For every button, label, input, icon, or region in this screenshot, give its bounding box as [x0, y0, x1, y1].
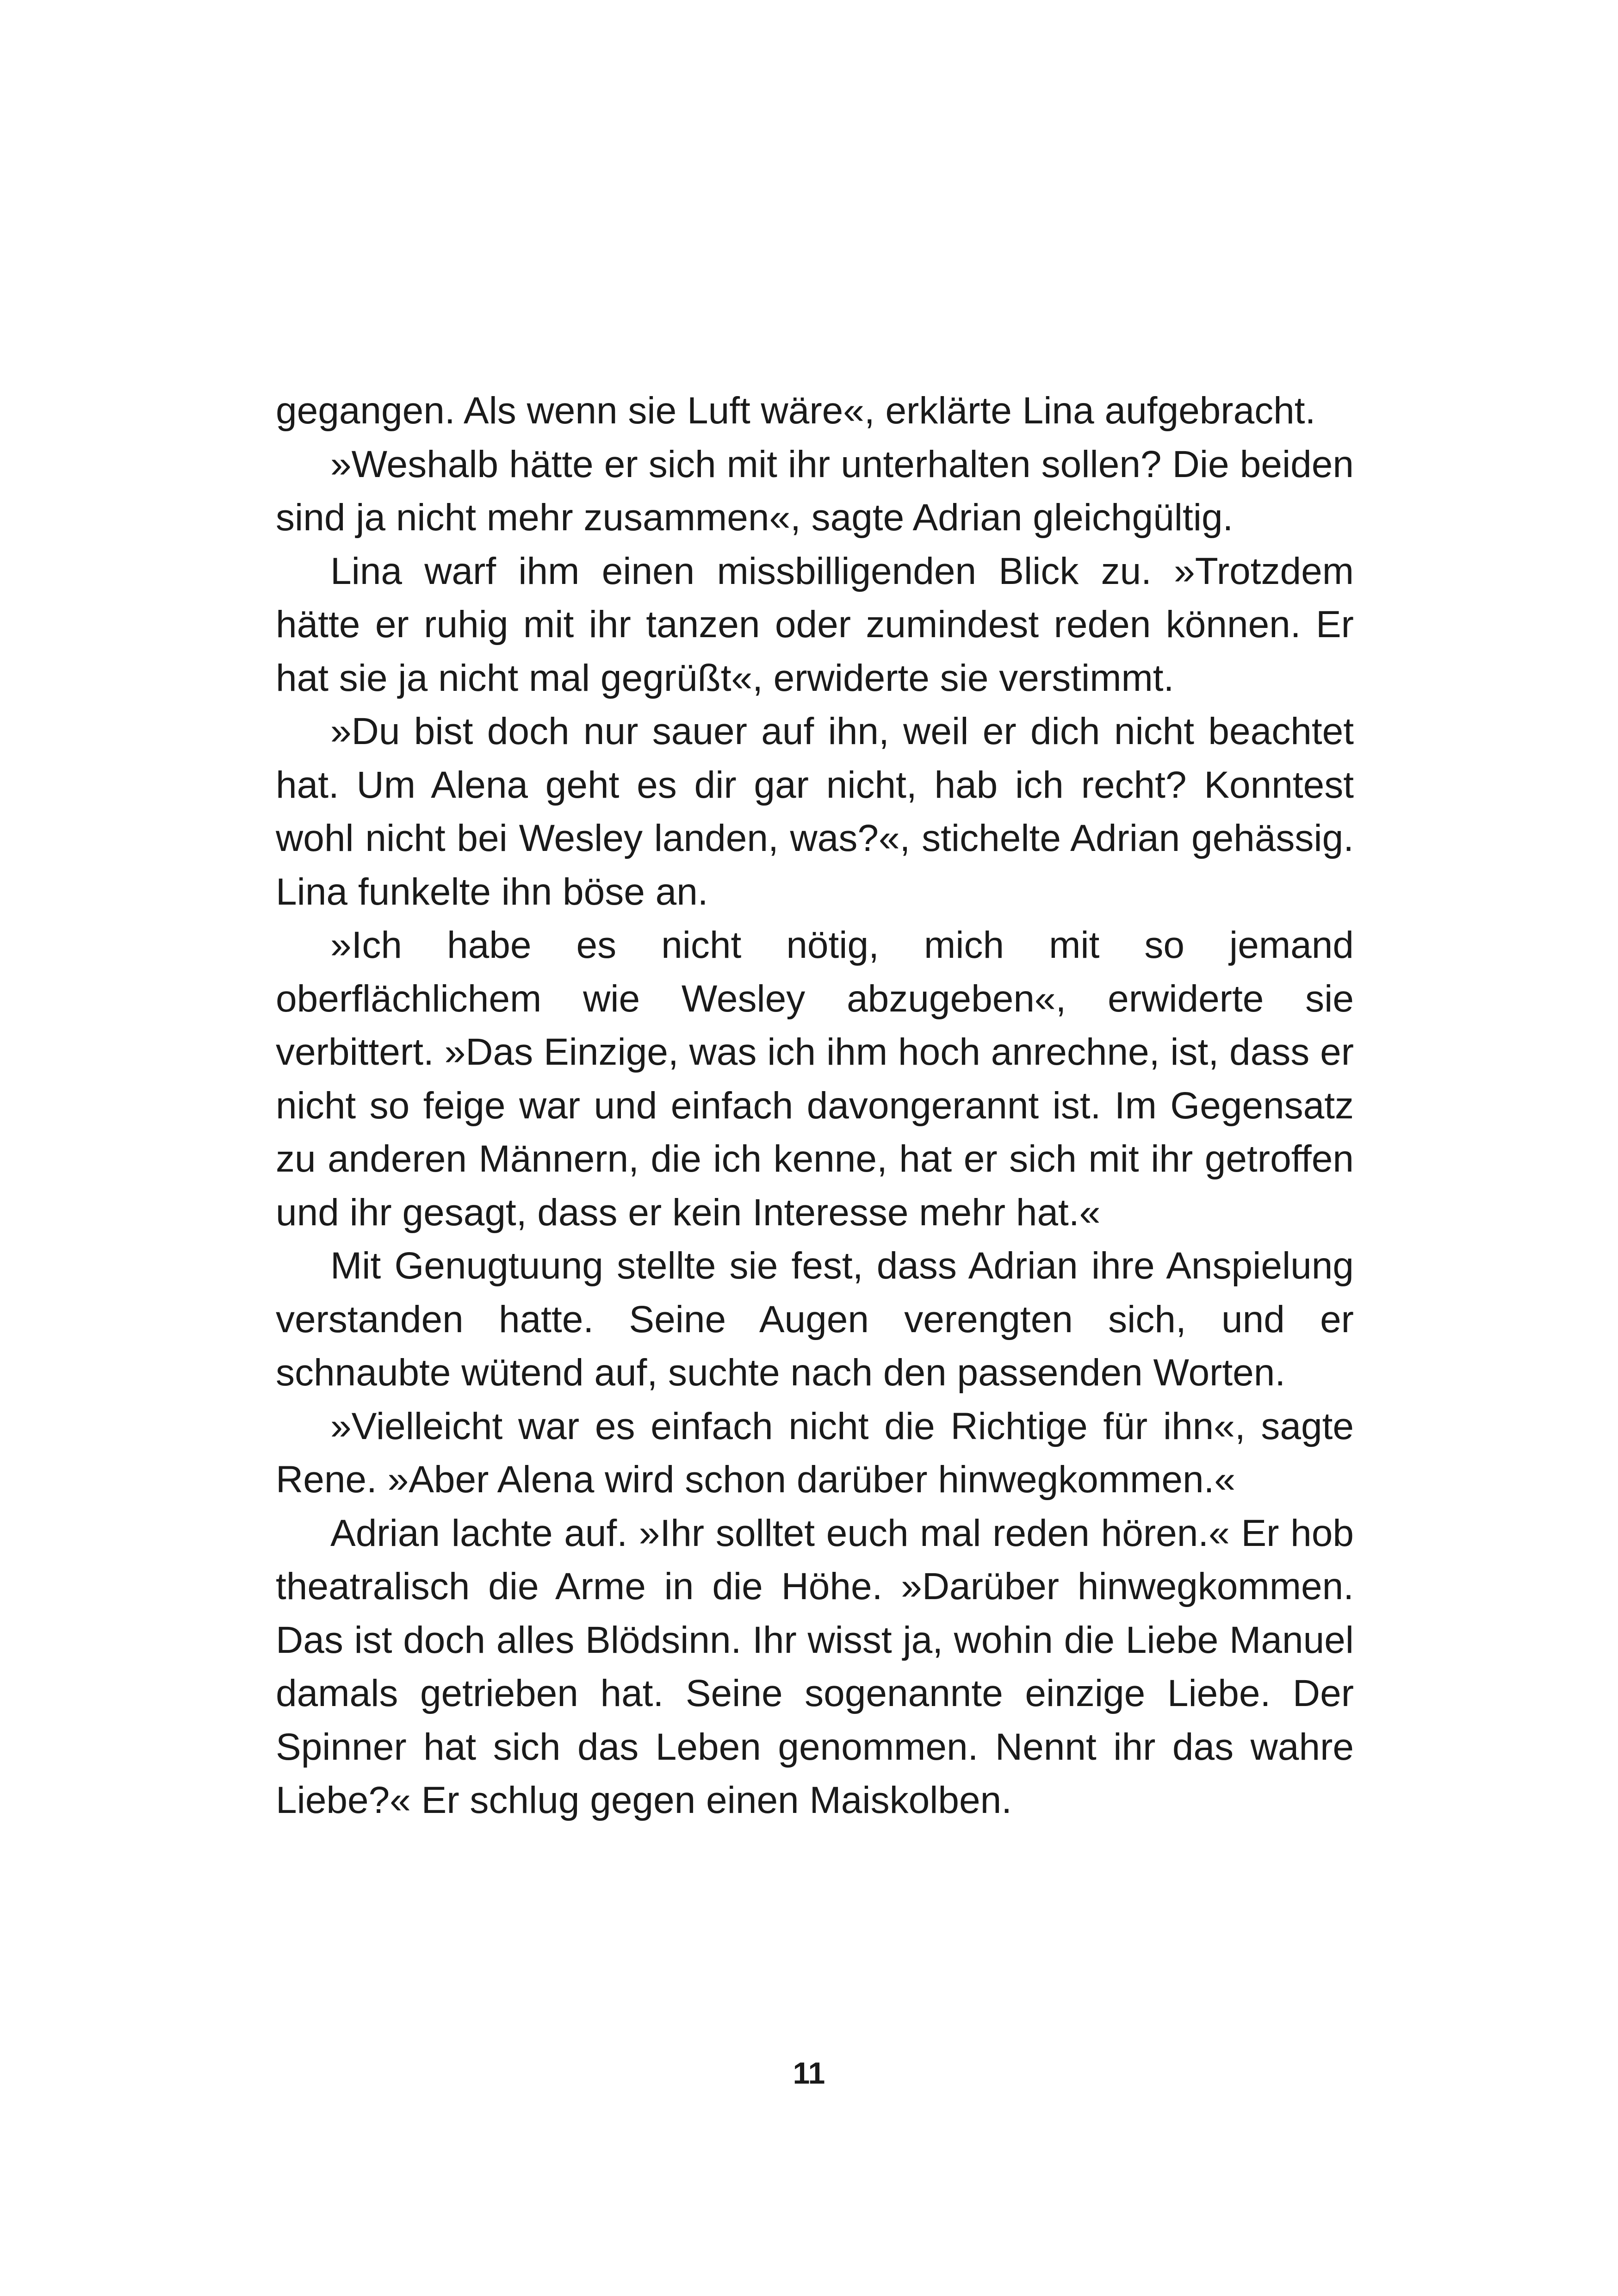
paragraph: »Du bist doch nur sauer auf ihn, weil er dich nicht beachtet hat. Um Alena geht es dir gar nicht, hab ich recht? Konntest wohl nicht bei Wesley landen, was?«, stichelte Adrian gehässig. Lina funkelte ihn böse an.	[276, 710, 1354, 913]
page-number: 11	[793, 2056, 825, 2090]
paragraph: »Ich habe es nicht nötig, mich mit so jemand oberflächlichem wie Wesley abzugeben«, erwiderte sie verbittert. »Das Einzige, was ich ihm hoch anrechne, ist, dass er nicht so feige war und einfach davongerannt ist. Im Gegensatz zu anderen Männern, die ich kenne, hat er sich mit ihr getroffen und ihr gesagt, dass er kein Interesse mehr hat.«	[276, 924, 1354, 1234]
paragraph: gegangen. Als wenn sie Luft wäre«, erklärte Lina aufgebracht.	[276, 390, 1316, 432]
paragraph: »Vielleicht war es einfach nicht die Richtige für ihn«, sagte Rene. »Aber Alena wird schon darüber hinwegkommen.«	[276, 1405, 1354, 1501]
paragraph: Mit Genugtuung stellte sie fest, dass Adrian ihre Anspielung verstanden hatte. Seine Augen verengten sich, und er schnaubte wütend auf, suchte nach den passenden Worten.	[276, 1245, 1354, 1394]
paragraph: »Weshalb hätte er sich mit ihr unterhalten sollen? Die beiden sind ja nicht mehr zusammen«, sagte Adrian gleichgültig.	[276, 443, 1354, 539]
paragraph: Lina warf ihm einen missbilligenden Blick zu. »Trotzdem hätte er ruhig mit ihr tanzen oder zumindest reden können. Er hat sie ja nicht mal gegrüßt«, erwiderte sie verstimmt.	[276, 550, 1354, 699]
paragraph: Adrian lachte auf. »Ihr solltet euch mal reden hören.« Er hob theatralisch die Arme in die Höhe. »Darüber hinwegkommen. Das ist doch alles Blödsinn. Ihr wisst ja, wohin die Liebe Manuel damals getrieben hat. Seine sogenannte einzige Liebe. Der Spinner hat sich das Leben genommen. Nennt ihr das wahre Liebe?« Er schlug gegen einen Maiskolben.	[276, 1512, 1354, 1821]
body-text	[276, 384, 1354, 1827]
